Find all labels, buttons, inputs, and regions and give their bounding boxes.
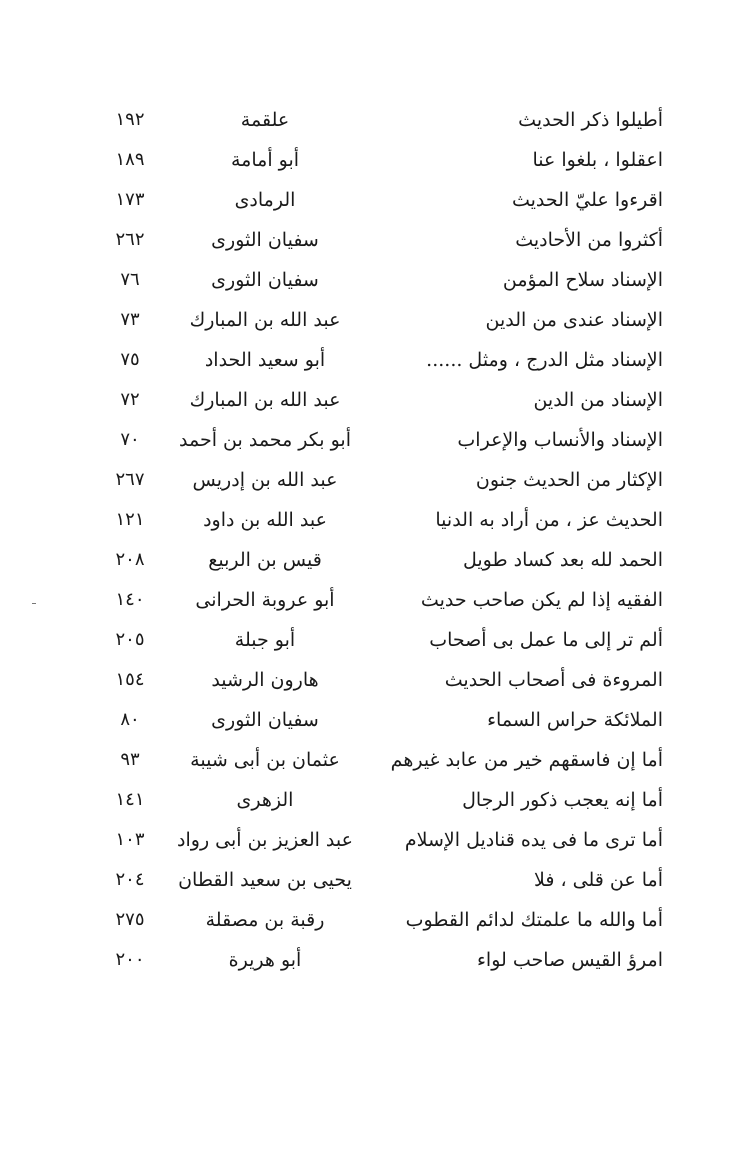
row-narrator: أبو عروبة الحرانى [195,589,335,611]
row-narrator: عبد الله بن داود [203,509,327,531]
row-page-number: ٢٠٨ [115,549,145,570]
row-phrase: امرؤ القيس صاحب لواء [476,949,663,971]
index-row [0,300,755,340]
row-phrase: أما عن قلى ، فلا [534,869,663,891]
row-narrator: أبو جبلة [234,629,296,651]
row-phrase: أما إنه يعجب ذكور الرجال [462,789,663,811]
row-narrator: الزهرى [236,789,294,811]
row-phrase: الإسناد سلاح المؤمن [502,269,663,291]
row-page-number: ٧٠ [120,429,140,450]
row-narrator: علقمة [240,109,290,131]
row-narrator: أبو هريرة [228,949,302,971]
row-phrase: أما ترى ما فى يده قناديل الإسلام [404,829,663,851]
row-narrator: سفيان الثورى [211,269,319,291]
index-row [0,420,755,460]
index-table [0,100,755,980]
row-narrator: عبد الله بن المبارك [189,309,341,331]
row-page-number: ٢٠٠ [115,949,145,970]
row-page-number: ٢٦٢ [115,229,145,250]
row-page-number: ١٧٣ [115,189,145,210]
row-page-number: ٧٥ [120,349,140,370]
index-row [0,340,755,380]
row-page-number: ٢٠٤ [115,869,145,890]
row-narrator: هارون الرشيد [211,669,319,691]
index-row [0,140,755,180]
row-narrator: أبو سعيد الحداد [204,349,326,371]
index-row [0,660,755,700]
row-page-number: ٧٢ [120,389,140,410]
index-row [0,220,755,260]
row-phrase: الحديث عز ، من أراد به الدنيا [435,509,663,531]
row-page-number: ٢٦٧ [115,469,145,490]
row-phrase: أما والله ما علمتك لدائم القطوب [405,909,663,931]
row-narrator: عبد العزيز بن أبى رواد [177,829,353,851]
index-row [0,900,755,940]
row-narrator: عبد الله بن إدريس [192,469,338,491]
row-narrator: يحيى بن سعيد القطان [178,869,352,891]
row-narrator: أبو أمامة [230,149,300,171]
row-narrator: رقبة بن مصقلة [205,909,325,931]
row-page-number: ٧٦ [120,269,140,290]
index-row [0,820,755,860]
row-phrase: ألم تر إلى ما عمل بى أصحاب [429,629,663,651]
row-phrase: الملائكة حراس السماء [487,709,663,731]
index-row [0,780,755,820]
index-row [0,860,755,900]
index-row [0,500,755,540]
index-row [0,580,755,620]
margin-speck [32,603,36,604]
row-page-number: ١٩٢ [115,109,145,130]
index-row [0,700,755,740]
row-narrator: عثمان بن أبى شيبة [190,749,340,771]
row-phrase: الحمد لله بعد كساد طويل [462,549,663,571]
index-row [0,740,755,780]
row-phrase: اعقلوا ، بلغوا عنا [532,149,663,171]
row-page-number: ١٥٤ [115,669,145,690]
row-phrase: المروءة فى أصحاب الحديث [444,669,663,691]
row-narrator: سفيان الثورى [211,229,319,251]
index-row [0,380,755,420]
row-page-number: ٢٧٥ [115,909,145,930]
row-narrator: قيس بن الربيع [208,549,322,571]
row-phrase: اقرءوا عليّ الحديث [511,189,663,211]
row-page-number: ١٤٠ [115,589,145,610]
row-narrator: عبد الله بن المبارك [189,389,341,411]
index-row [0,940,755,980]
row-phrase: الإسناد والأنساب والإعراب [457,429,663,451]
row-page-number: ٢٠٥ [115,629,145,650]
index-row [0,100,755,140]
index-row [0,260,755,300]
row-phrase: الإكثار من الحديث جنون [475,469,663,491]
row-page-number: ٩٣ [120,749,140,770]
row-phrase: الإسناد مثل الدرج ، ومثل ...... [426,349,663,371]
index-row [0,620,755,660]
row-page-number: ١٨٩ [115,149,145,170]
index-row [0,460,755,500]
row-page-number: ١٠٣ [115,829,145,850]
row-phrase: الإسناد من الدين [533,389,663,411]
row-narrator: أبو بكر محمد بن أحمد [179,429,351,451]
row-page-number: ٨٠ [120,709,140,730]
row-narrator: الرمادى [234,189,296,211]
row-page-number: ١٢١ [115,509,145,530]
row-narrator: سفيان الثورى [211,709,319,731]
row-phrase: الإسناد عندى من الدين [485,309,663,331]
row-page-number: ١٤١ [115,789,145,810]
row-phrase: الفقيه إذا لم يكن صاحب حديث [420,589,663,611]
row-phrase: أطيلوا ذكر الحديث [518,109,663,131]
row-phrase: أما إن فاسقهم خير من عابد غيرهم [390,749,663,771]
row-phrase: أكثروا من الأحاديث [515,229,663,251]
row-page-number: ٧٣ [120,309,140,330]
index-row [0,540,755,580]
index-row [0,180,755,220]
